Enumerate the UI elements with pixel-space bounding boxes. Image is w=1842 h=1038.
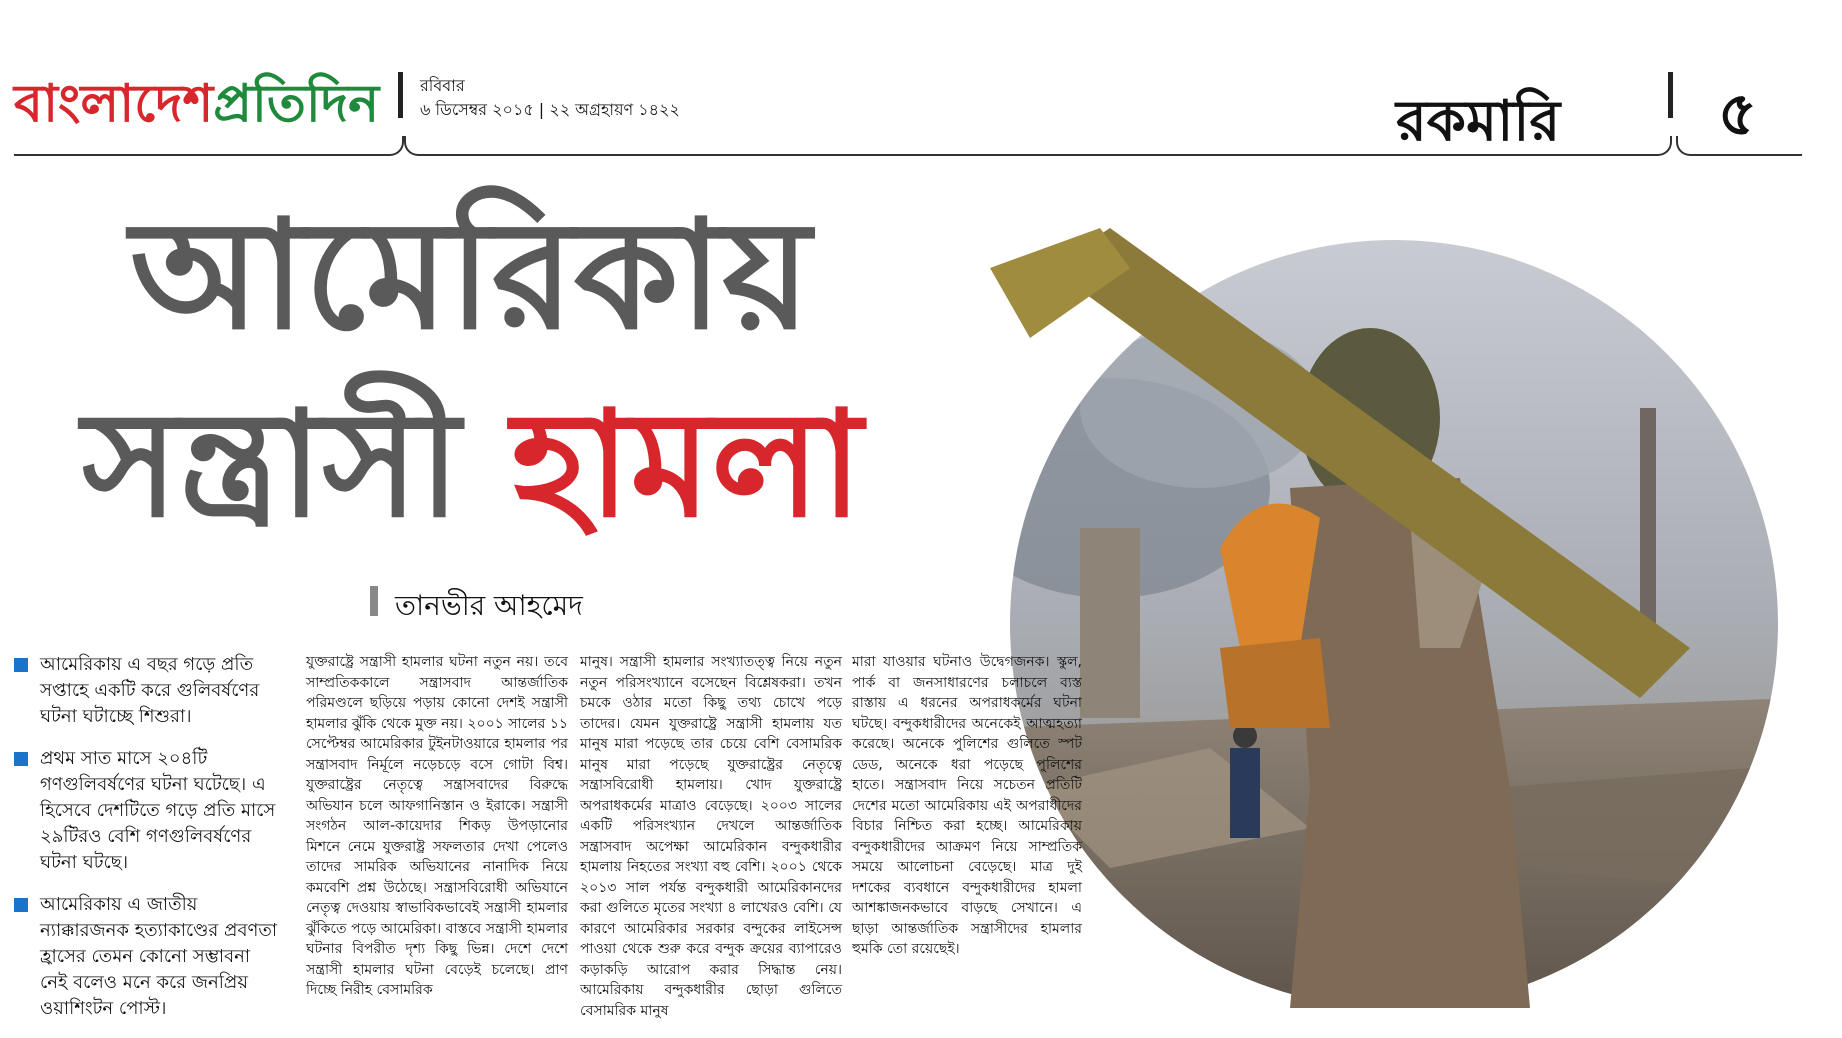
article-photo xyxy=(990,228,1798,1008)
article-column-3 xyxy=(852,652,1082,960)
headline-word-gray: সন্ত্রাসী xyxy=(82,379,461,550)
bullet-item xyxy=(12,652,282,730)
page-number: ৫ xyxy=(1718,79,1757,149)
header-rule-corner xyxy=(384,136,404,156)
header-rule-right xyxy=(1694,154,1802,156)
bullet-text: আমেরিকায় এ জাতীয় ন্যাক্কারজনক হত্যাকাণ্ডের প্রবণতা হ্রাসের তেমন কোনো সম্ভাবনা নেই বলেও মনে করে জনপ্রিয় ওয়াশিংটন পোস্ট। xyxy=(40,894,278,1019)
bullet-square-icon xyxy=(14,752,28,766)
headline-line-2 xyxy=(82,379,863,550)
column-text: মারা যাওয়ার ঘটনাও উদ্বেগজনক। স্কুল, পার্ক বা জনসাধারণের চলাচলে ব্যস্ত রাস্তায় এ ধরনের অপরাধকর্মের ঘটনা ঘটছে। বন্দুকধারীদের অনেকেই আত্মহত্যা করেছে। অনেকে পুলিশের গুলিতে স্পট ডেড, অনেকে ধরা পড়েছে পুলিশের হাতে। সন্ত্রাসবাদ নিয়ে সচেতন প্রতিটি দেশের মতো আমেরিকায় এই অপরাধীদের বিচার নিশ্চিত করা হচ্ছে। আমেরিকায় বন্দুকধারীদের আক্রমণ নিয়ে সাম্প্রতিক সময়ে আলোচনা বেড়েছে। মাত্র দুই দশকের ব্যবধানে বন্দুকধারীদের হামলা আশঙ্কাজনকভাবে বাড়ছে সেখানে। এ ছাড়া আন্তর্জাতিক সন্ত্রাসীদের হামলার হুমকি তো রয়েছেই। xyxy=(852,654,1082,957)
bullet-item xyxy=(12,892,282,1022)
header-rule-corner xyxy=(1652,136,1672,156)
column-text: যুক্তরাষ্ট্রে সন্ত্রাসী হামলার ঘটনা নতুন নয়। তবে সাম্প্রতিককালে সন্ত্রাসবাদ আন্তর্জাতিক পরিমণ্ডলে ছড়িয়ে পড়ায় কোনো দেশই সন্ত্রাসী হামলার ঝুঁকি থেকে মুক্ত নয়। ২০০১ সালের ১১ সেপ্টেম্বর আমেরিকার টুইনটাওয়ারে হামলার পর সন্ত্রাসবাদ নির্মূলে নড়েচড়ে বসে গোটা বিশ্ব। যুক্তরাষ্ট্রের নেতৃত্বে সন্ত্রাসবাদের বিরুদ্ধে অভিযান চলে আফগানিস্তান ও ইরাকে। সন্ত্রাসী সংগঠন আল-কায়েদার শিকড় উপড়ানোর মিশনে নেমে যুক্তরাষ্ট্র সফলতার দেখা পেলেও তাদের সামরিক অভিযানের নানাদিক নিয়ে কমবেশি প্রশ্ন উঠেছে। সন্ত্রাসবিরোধী অভিযানে নেতৃত্ব দেওয়ায় স্বাভাবিকভাবেই সন্ত্রাসী হামলার ঝুঁকিতে পড়ে আমেরিকা। বাস্তবে সন্ত্রাসী হামলার ঘটনার বিপরীত দৃশ্য কিছু ভিন্ন। দেশে দেশে সন্ত্রাসী হামলার ঘটনা বেড়েই চলেছে। প্রাণ দিচ্ছে নিরীহ বেসামরিক xyxy=(306,654,568,998)
article-column-2 xyxy=(580,652,842,1021)
masthead-part-green: প্রতিদিন xyxy=(213,73,380,134)
masthead-logo xyxy=(14,73,380,134)
header-day: রবিবার xyxy=(420,76,465,95)
header-rule-left xyxy=(14,154,384,156)
highlight-bullets xyxy=(12,652,282,1038)
masthead-part-red: বাংলাদেশ xyxy=(14,73,214,134)
header-divider-right xyxy=(1668,72,1673,118)
bullet-square-icon xyxy=(14,658,28,672)
headline-word-red: হামলা xyxy=(511,379,863,550)
bullet-square-icon xyxy=(14,898,28,912)
header-rule-corner xyxy=(1676,136,1696,156)
bullet-item xyxy=(12,746,282,876)
header-rule-corner xyxy=(404,136,424,156)
section-title: রকমারি xyxy=(1396,88,1561,154)
header-date-block xyxy=(420,74,680,122)
byline-marker xyxy=(370,586,378,616)
headline-line-1: আমেরিকায় xyxy=(130,187,811,363)
column-text: মানুষ। সন্ত্রাসী হামলার সংখ্যাতত্ত্ব নিয়ে নতুন নতুন পরিসংখ্যানে বসেছেন বিশ্লেষকরা। তখন চমকে ওঠার মতো কিছু তথ্য চোখে পড়ে তাদের। যেমন যুক্তরাষ্ট্রে সন্ত্রাসী হামলায় যত মানুষ মারা পড়েছে তার চেয়ে বেশি বেসামরিক মানুষ মারা পড়েছে যুক্তরাষ্ট্রের নেতৃত্বে সন্ত্রাসবিরোধী হামলায়। খোদ যুক্তরাষ্ট্রে অপরাধকর্মের মাত্রাও বেড়েছে। ২০০৩ সালের একটি পরিসংখ্যান দেখলে আন্তর্জাতিক সন্ত্রাসবাদ অপেক্ষা আমেরিকান বন্দুকধারীর হামলায় নিহতের সংখ্যা বহু বেশি। ২০০১ থেকে ২০১৩ সাল পর্যন্ত বন্দুকধারী আমেরিকানদের করা গুলিতে মৃতের সংখ্যা ৪ লাখেরও বেশি। যে কারণে আমেরিকার সরকার বন্দুকের লাইসেন্স পাওয়া থেকে শুরু করে বন্দুক ক্রয়ের ব্যাপারেও কড়াকড়ি আরোপ করার সিদ্ধান্ত নেয়। আমেরিকায় বন্দুকধারীর ছোড়া গুলিতে বেসামরিক মানুষ xyxy=(580,654,842,1019)
article-column-1 xyxy=(306,652,568,1001)
byline: তানভীর আহমেদ xyxy=(395,589,583,622)
bullet-text: আমেরিকায় এ বছর গড়ে প্রতি সপ্তাহে একটি করে গুলিবর্ষণের ঘটনা ঘটাচ্ছে শিশুরা। xyxy=(40,654,260,727)
header-date: ৬ ডিসেম্বর ২০১৫ | ২২ অগ্রহায়ণ ১৪২২ xyxy=(420,100,680,119)
bullet-text: প্রথম সাত মাসে ২০৪টি গণগুলিবর্ষণের ঘটনা ঘটেছে। এ হিসেবে দেশটিতে গড়ে প্রতি মাসে ২৯টিরও বেশি গণগুলিবর্ষণের ঘটনা ঘটছে। xyxy=(40,748,276,873)
header-divider xyxy=(398,72,403,118)
header-rule-middle xyxy=(422,154,1652,156)
